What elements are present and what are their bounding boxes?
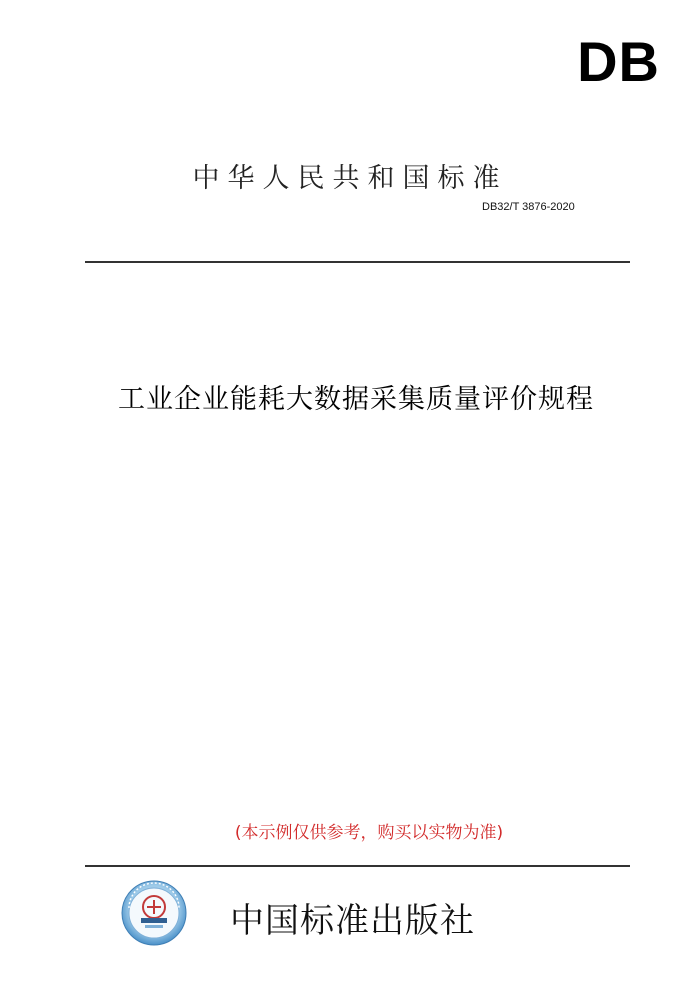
publisher-name: 中国标准出版社 [230, 901, 475, 941]
document-title: 工业企业能耗大数据采集质量评价规程 [118, 384, 594, 415]
db-mark: DB [577, 30, 660, 93]
top-divider [85, 261, 630, 263]
publisher-seal-icon [121, 880, 187, 946]
standard-number: DB32/T 3876-2020 [482, 201, 575, 213]
bottom-divider [85, 865, 630, 867]
sample-notice: (本示例仅供参考，购买以实物为准) [234, 823, 504, 843]
standard-type-heading: 中华人民共和国标准 [192, 163, 508, 194]
